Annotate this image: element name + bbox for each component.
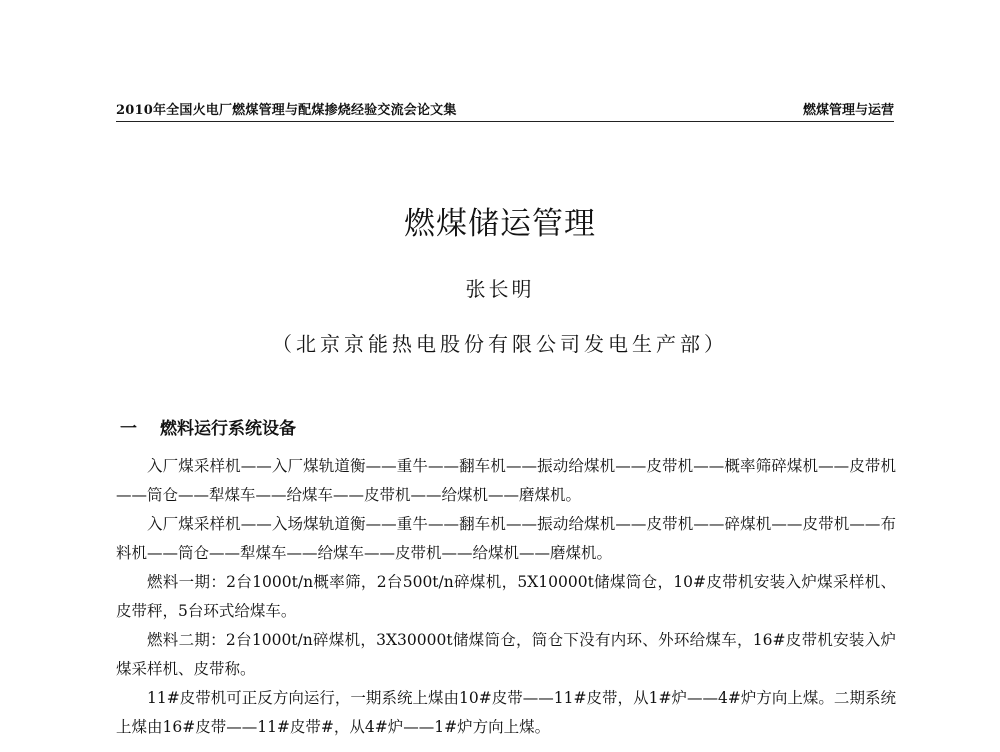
paragraph-phase1-flow: 入厂煤采样机——入厂煤轨道衡——重牛——翻车机——振动给煤机——皮带机——概率筛碎煤机——皮带机——筒仓——犁煤车——给煤车——皮带机——给煤机——磨煤机。 xyxy=(116,457,896,504)
body-text xyxy=(116,452,896,742)
paragraph-belt-11: 11#皮带机可正反方向运行，一期系统上煤由10#皮带——11#皮带，从1#炉——4#炉方向上煤。二期系统上煤由16#皮带——11#皮带#，从4#炉——1#炉方向上煤。 xyxy=(116,689,896,736)
paper-author: 张长明 xyxy=(465,277,535,301)
header-section-title: 燃煤管理与运营 xyxy=(802,103,894,118)
paper-affiliation: （北京京能热电股份有限公司发电生产部） xyxy=(272,332,728,356)
section-heading xyxy=(120,414,296,439)
header-proceedings-title: 2010年全国火电厂燃煤管理与配煤掺烧经验交流会论文集 xyxy=(116,103,457,118)
paragraph-phase2-equipment: 燃料二期：2台1000t/n碎煤机，3X30000t储煤筒仓，筒仓下没有内环、外环给煤车，16#皮带机安装入炉煤采样机、皮带称。 xyxy=(116,631,896,678)
paragraph-phase1-equipment: 燃料一期：2台1000t/n概率筛，2台500t/n碎煤机，5X10000t储煤筒仓，10#皮带机安装入炉煤采样机、皮带秤，5台环式给煤车。 xyxy=(116,573,896,620)
section-title: 燃料运行系统设备 xyxy=(160,419,296,439)
paragraph-phase2-flow: 入厂煤采样机——入场煤轨道衡——重牛——翻车机——振动给煤机——皮带机——碎煤机——皮带机——布料机——筒仓——犁煤车——给煤车——皮带机——给煤机——磨煤机。 xyxy=(116,515,896,562)
running-header xyxy=(116,99,894,122)
section-number: 一 xyxy=(120,419,137,439)
paper-title: 燃煤储运管理 xyxy=(404,206,596,242)
